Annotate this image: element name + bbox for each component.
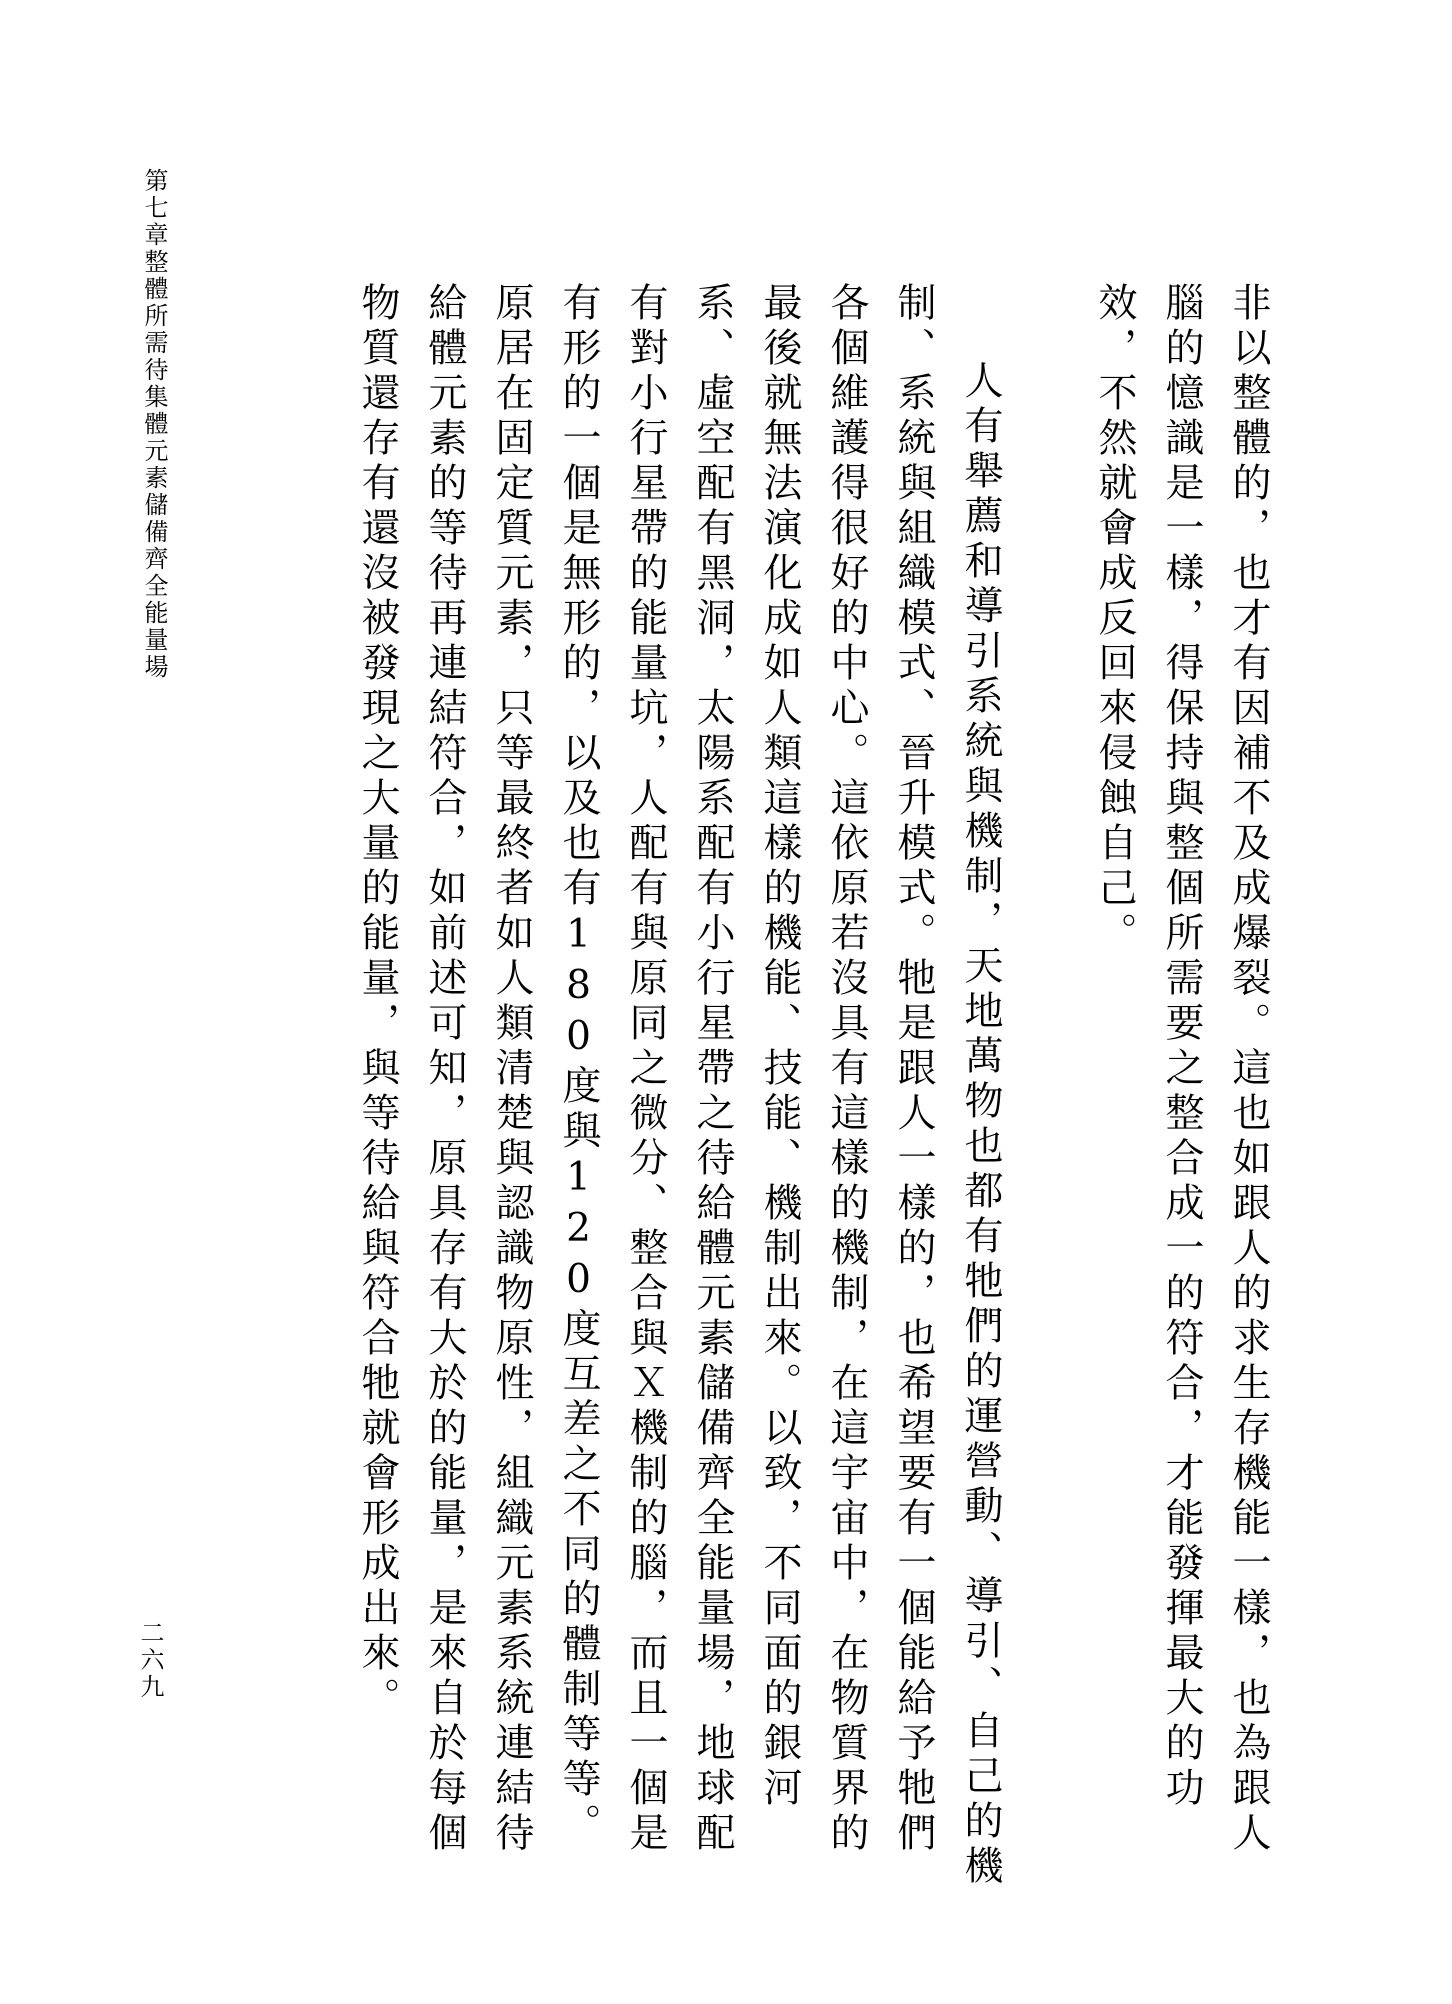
page-number: 二六九 [136,1620,164,1701]
body-text [212,282,1282,1892]
paragraph-gap [1014,282,1081,283]
paragraph-2: 人有舉薦和導引系統與機制，天地萬物也都有牠們的運營動、導引、自己的機制、系統與組織模式、晉升模式。牠是跟人一樣的，也希望要有一個能給予牠們各個維護得很好的中心。這依原若沒具有這樣的機制，在這宇宙中，在物質界的最後就無法演化成如人類這樣的機能、技能、機制出來。以致，不同面的銀河系、虛空配有黑洞，太陽系配有小行星帶之待給體元素儲備齊全能量場，地球配有對小行星帶的能量坑，人配有與原同之微分、整合與Ｘ機制的腦，而且一個是有形的一個是無形的，以及也有180度與120度互差之不同的體制等等。原居在固定質元素，只等最終者如人類清楚與認識物原性，組織元素系統連結待給體元素的等待再連結符合，如前述可知，原具存有大於的能量，是來自於每個物質還存有還沒被發現之大量的能量，與等待給與符合牠就會形成出來。 [355,282,1003,1890]
chapter-title: 整體所需待集體元素儲備齊全能量場 [140,249,168,681]
paragraph-1: 非以整體的，也才有因補不及成爆裂。這也如跟人的求生存機能一樣，也為跟人腦的憶識是一樣，得保持與整個所需要之整合成一的符合，才能發揮最大的功效，不然就會成反回來侵蝕自己。 [1092,282,1271,1857]
running-header [130,168,178,868]
chapter-label: 第七章 [140,168,168,249]
